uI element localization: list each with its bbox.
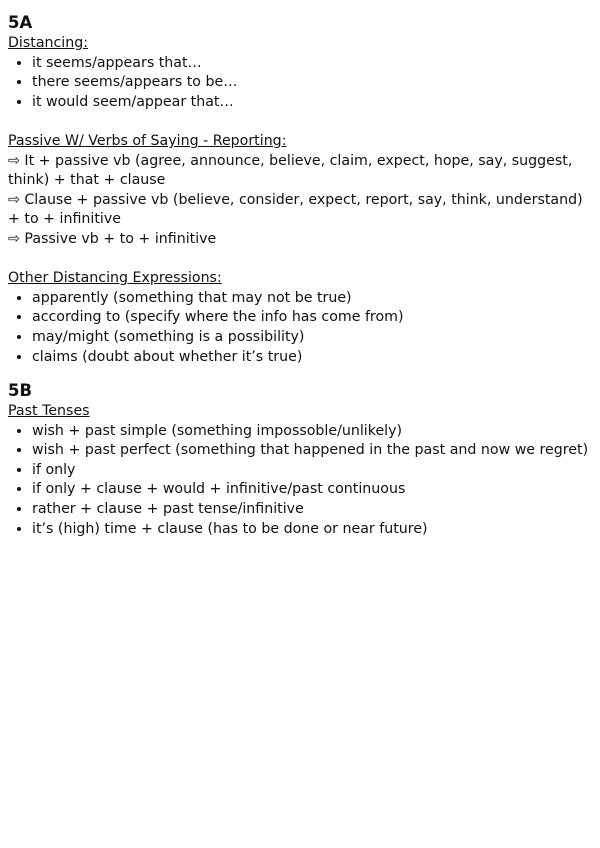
passive-line: ⇨ Passive vb + to + infinitive [8, 230, 217, 247]
spacer [8, 367, 592, 380]
section-heading-5b: 5B [8, 381, 33, 401]
distancing-list [8, 54, 592, 113]
spacer [8, 112, 592, 132]
list-item: • claims (doubt about whether it’s true) [32, 348, 592, 368]
list-item: • wish + past perfect (something that happened in the past and now we regret) [32, 441, 592, 461]
passive-line: ⇨ It + passive vb (agree, announce, believe, claim, expect, hope, say, suggest, think) + that + clause [8, 152, 573, 189]
list-item: • may/might (something is a possibility) [32, 328, 592, 348]
other-distancing-title: Other Distancing Expressions: [8, 270, 222, 287]
list-item: • according to (specify where the info has come from) [32, 308, 592, 328]
passive-line: ⇨ Clause + passive vb (believe, consider, expect, report, say, think, understand) + to + infinitive [8, 191, 583, 228]
spacer [8, 250, 592, 270]
list-item: • it’s (high) time + clause (has to be done or near future) [32, 520, 592, 540]
distancing-title: Distancing: [8, 35, 89, 51]
list-item: • wish + past simple (something impossoble/unlikely) [32, 422, 592, 442]
list-item: • apparently (something that may not be true) [32, 289, 592, 309]
past-tenses-list [8, 422, 592, 540]
list-item: • if only [32, 461, 592, 481]
passive-title: Passive W/ Verbs of Saying - Reporting: [8, 132, 287, 149]
list-item: • rather + clause + past tense/infinitive [32, 500, 592, 520]
list-item: • there seems/appears to be… [32, 73, 592, 93]
other-distancing-list [8, 289, 592, 367]
past-tenses-title: Past Tenses [8, 403, 90, 420]
section-heading-5a: 5A [8, 13, 33, 32]
list-item: • it would seem/appear that… [32, 93, 592, 113]
list-item: • if only + clause + would + infinitive/past continuous [32, 480, 592, 500]
list-item: • it seems/appears that… [32, 54, 592, 74]
